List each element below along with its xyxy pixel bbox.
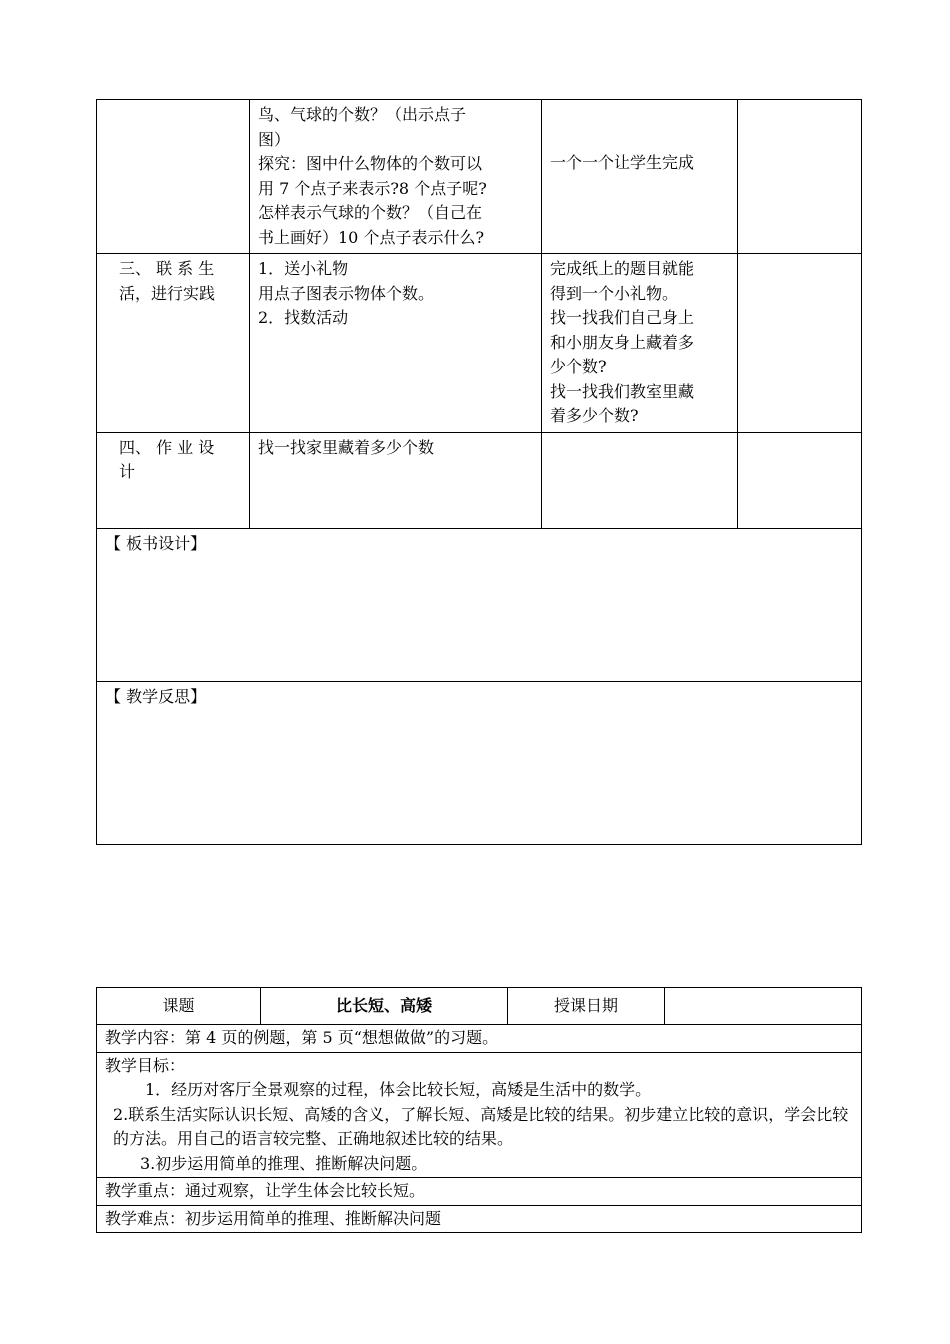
- activity-line: 完成纸上的题目就能: [550, 259, 695, 278]
- process-line: 用 7 个点子来表示?8 个点子呢?: [258, 178, 487, 198]
- date-label: 授课日期: [508, 988, 665, 1025]
- table-row: [97, 432, 862, 528]
- activity-cell: [542, 432, 738, 528]
- stage-cell: [97, 254, 250, 433]
- process-line: 找一找家里藏着多少个数: [258, 437, 435, 457]
- date-value: [665, 988, 862, 1025]
- table-row: [97, 528, 862, 681]
- topic-value: 比长短、高矮: [261, 988, 508, 1025]
- note-cell: [738, 432, 862, 528]
- difficulty-cell: 教学难点：初步运用简单的推理、推断解决问题: [97, 1205, 862, 1233]
- process-cell: [250, 432, 542, 528]
- process-cell: [250, 100, 542, 254]
- goals-label: 教学目标：: [105, 1055, 186, 1075]
- note-cell: [738, 254, 862, 433]
- stage-line: 活，进行实践: [119, 283, 216, 303]
- board-design-cell: [97, 528, 862, 681]
- activity-cell: [542, 254, 738, 433]
- activity-line: 一个一个让学生完成: [550, 153, 695, 172]
- stage-line: 计: [119, 462, 136, 481]
- table-row: [97, 1025, 862, 1053]
- stage-line: 三、 联 系 生: [119, 259, 215, 278]
- stage-cell: [97, 432, 250, 528]
- key-point-cell: 教学重点：通过观察，让学生体会比较长短。: [97, 1178, 862, 1206]
- table-row: [97, 100, 862, 254]
- lesson-header-table: [96, 987, 862, 1233]
- goal-item: 1．经历对客厅全景观察的过程，体会比较长短，高矮是生活中的数学。: [145, 1080, 652, 1099]
- table-row: [97, 988, 862, 1025]
- process-line: 图）: [258, 129, 291, 149]
- process-line: 探究：图中什么物体的个数可以: [258, 154, 483, 173]
- activity-line: 少个数?: [550, 357, 607, 376]
- activity-line: 得到一个小礼物。: [550, 283, 679, 303]
- content-cell: 教学内容：第 4 页的例题，第 5 页“想想做做”的习题。: [97, 1025, 862, 1053]
- table-row: [97, 254, 862, 433]
- reflection-cell: [97, 681, 862, 844]
- table-row: [97, 1205, 862, 1233]
- activity-line: 找一找我们自己身上: [550, 308, 695, 327]
- process-line: 1．送小礼物: [258, 259, 349, 278]
- goal-item: 2.联系生活实际认识长短、高矮的含义，了解长短、高矮是比较的结果。初步建立比较的意识，学会比较的方法。用自己的语言较完整、正确地叙述比较的结果。: [113, 1104, 849, 1148]
- goals-cell: [97, 1052, 862, 1178]
- process-line: 用点子图表示物体个数。: [258, 283, 435, 303]
- stage-cell: [97, 100, 250, 254]
- table-row: [97, 1178, 862, 1206]
- activity-line: 着多少个数?: [550, 406, 639, 425]
- activity-line: 找一找我们教室里藏: [550, 381, 695, 401]
- process-line: 鸟、气球的个数？（出示点子: [258, 105, 467, 124]
- table-row: [97, 1052, 862, 1178]
- board-design-label: 【 板书设计】: [105, 533, 207, 553]
- topic-label: 课题: [97, 988, 261, 1025]
- lesson-process-table: [96, 99, 862, 845]
- table-row: [97, 681, 862, 844]
- activity-cell: [542, 100, 738, 254]
- process-line: 书上画好）10 个点子表示什么?: [258, 227, 485, 247]
- process-cell: [250, 254, 542, 433]
- reflection-label: 【 教学反思】: [105, 686, 207, 706]
- stage-line: 四、 作 业 设: [119, 437, 215, 457]
- goal-item: 3.初步运用简单的推理、推断解决问题。: [140, 1153, 428, 1173]
- process-line: 2．找数活动: [258, 308, 349, 327]
- activity-line: 和小朋友身上藏着多: [550, 332, 695, 352]
- note-cell: [738, 100, 862, 254]
- process-line: 怎样表示气球的个数？（自己在: [258, 203, 483, 222]
